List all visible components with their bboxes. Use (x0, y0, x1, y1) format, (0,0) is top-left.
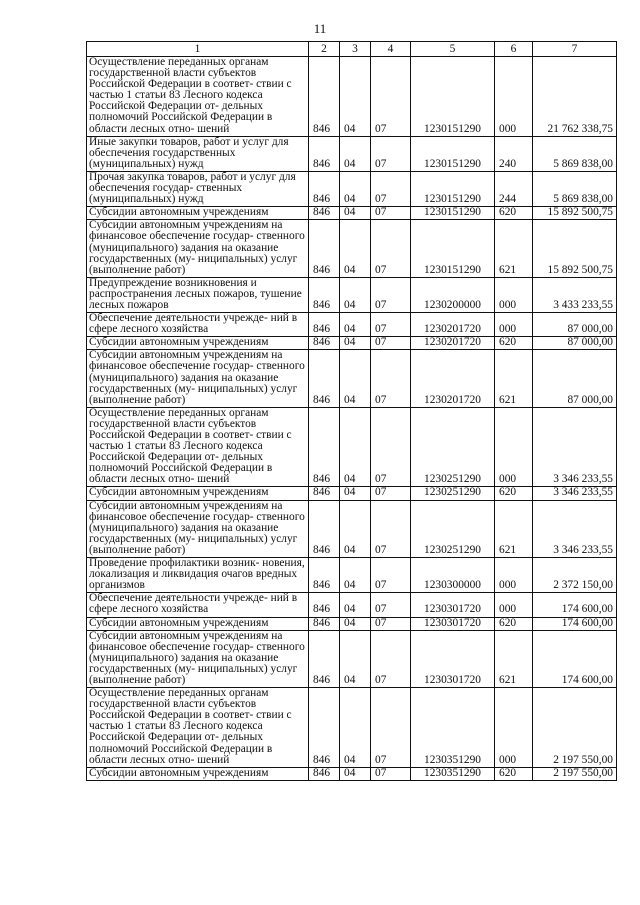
row-code-3: 04 (340, 220, 371, 277)
row-code-4: 07 (371, 337, 411, 350)
row-code-3: 04 (340, 767, 371, 780)
row-code-2: 846 (309, 171, 340, 206)
table-row (87, 220, 617, 277)
row-code-2: 846 (309, 558, 340, 593)
table-row (87, 313, 617, 337)
row-code-2: 846 (309, 630, 340, 687)
row-name: Субсидии автономным учреждениям на финансовое обеспечение государ- ственного (муниципального) задания на оказание государственных (му- ниципальных) услуг (выполнение работ) (87, 630, 309, 687)
row-code-5: 1230200000 (411, 277, 495, 312)
row-code-4: 07 (371, 407, 411, 487)
row-code-3: 04 (340, 171, 371, 206)
row-code-2: 846 (309, 500, 340, 557)
row-code-4: 07 (371, 500, 411, 557)
row-name: Обеспечение деятельности учрежде- ний в сфере лесного хозяйства (87, 593, 309, 617)
row-code-3: 04 (340, 688, 371, 768)
row-amount: 5 869 838,00 (533, 171, 617, 206)
table-row (87, 277, 617, 312)
table-row (87, 407, 617, 487)
row-code-5: 1230201720 (411, 350, 495, 407)
row-code-2: 846 (309, 688, 340, 768)
table-row (87, 57, 617, 137)
row-code-2: 846 (309, 136, 340, 171)
row-code-2: 846 (309, 487, 340, 500)
column-number-row (87, 42, 617, 57)
row-code-4: 07 (371, 220, 411, 277)
row-code-6: 000 (495, 57, 533, 137)
table-row (87, 207, 617, 220)
row-code-4: 07 (371, 277, 411, 312)
row-code-3: 04 (340, 277, 371, 312)
row-name: Субсидии автономным учреждениям на финансовое обеспечение государ- ственного (муниципального) задания на оказание государственных (му- ниципальных) услуг (выполнение работ) (87, 220, 309, 277)
row-name: Субсидии автономным учреждениям на финансовое обеспечение государ- ственного (муниципального) задания на оказание государственных (му- ниципальных) услуг (выполнение работ) (87, 500, 309, 557)
row-amount: 21 762 338,75 (533, 57, 617, 137)
row-code-6: 620 (495, 487, 533, 500)
row-name: Проведение профилактики возник- новения, локализация и ликвидация очагов вредных организмов (87, 558, 309, 593)
row-code-5: 1230201720 (411, 337, 495, 350)
row-amount: 174 600,00 (533, 630, 617, 687)
row-amount: 15 892 500,75 (533, 207, 617, 220)
table-row (87, 558, 617, 593)
row-amount: 87 000,00 (533, 313, 617, 337)
row-code-2: 846 (309, 277, 340, 312)
row-code-5: 1230301720 (411, 630, 495, 687)
row-amount: 174 600,00 (533, 593, 617, 617)
row-code-6: 620 (495, 767, 533, 780)
row-amount: 3 346 233,55 (533, 500, 617, 557)
row-code-4: 07 (371, 688, 411, 768)
row-code-3: 04 (340, 617, 371, 630)
row-code-5: 1230300000 (411, 558, 495, 593)
row-amount: 3 346 233,55 (533, 407, 617, 487)
table-row (87, 593, 617, 617)
table-row (87, 688, 617, 768)
row-code-4: 07 (371, 617, 411, 630)
row-code-3: 04 (340, 57, 371, 137)
row-code-2: 846 (309, 593, 340, 617)
row-code-2: 846 (309, 313, 340, 337)
row-code-5: 1230301720 (411, 593, 495, 617)
row-code-2: 846 (309, 350, 340, 407)
row-code-4: 07 (371, 136, 411, 171)
column-number: 1 (87, 42, 309, 57)
row-code-6: 000 (495, 277, 533, 312)
row-code-5: 1230301720 (411, 617, 495, 630)
column-number: 6 (495, 42, 533, 57)
row-name: Иные закупки товаров, работ и услуг для обеспечения государственных (муниципальных) нужд (87, 136, 309, 171)
row-amount: 87 000,00 (533, 337, 617, 350)
row-amount: 174 600,00 (533, 617, 617, 630)
row-code-4: 07 (371, 767, 411, 780)
row-code-5: 1230351290 (411, 688, 495, 768)
column-number: 2 (309, 42, 340, 57)
row-name: Субсидии автономным учреждениям (87, 337, 309, 350)
page-number: 11 (313, 21, 327, 36)
row-code-6: 000 (495, 313, 533, 337)
row-code-3: 04 (340, 313, 371, 337)
row-code-6: 240 (495, 136, 533, 171)
row-amount: 2 372 150,00 (533, 558, 617, 593)
row-code-3: 04 (340, 136, 371, 171)
row-code-4: 07 (371, 593, 411, 617)
row-code-5: 1230151290 (411, 220, 495, 277)
row-code-4: 07 (371, 487, 411, 500)
row-code-4: 07 (371, 171, 411, 206)
row-amount: 5 869 838,00 (533, 136, 617, 171)
row-code-6: 621 (495, 500, 533, 557)
row-code-3: 04 (340, 407, 371, 487)
row-code-5: 1230251290 (411, 487, 495, 500)
row-code-4: 07 (371, 57, 411, 137)
row-amount: 3 433 233,55 (533, 277, 617, 312)
row-code-5: 1230151290 (411, 207, 495, 220)
row-name: Осуществление переданных органам государственной власти субъектов Российской Федерации в соответ- ствии с частью 1 статьи 83 Лесного кодекса Российской Федерации от- дельных полномочий Российской Федерации в области лесных отно- шений (87, 688, 309, 768)
row-name: Субсидии автономным учреждениям (87, 617, 309, 630)
row-name: Субсидии автономным учреждениям (87, 207, 309, 220)
row-amount: 3 346 233,55 (533, 487, 617, 500)
row-code-5: 1230151290 (411, 171, 495, 206)
row-code-2: 846 (309, 207, 340, 220)
row-code-4: 07 (371, 630, 411, 687)
row-amount: 15 892 500,75 (533, 220, 617, 277)
row-code-5: 1230351290 (411, 767, 495, 780)
row-name: Осуществление переданных органам государственной власти субъектов Российской Федерации в соответ- ствии с частью 1 статьи 83 Лесного кодекса Российской Федерации от- дельных полномочий Российской Федерации в области лесных отно- шений (87, 407, 309, 487)
row-code-2: 846 (309, 57, 340, 137)
table-row (87, 630, 617, 687)
row-code-6: 621 (495, 630, 533, 687)
row-amount: 87 000,00 (533, 350, 617, 407)
row-code-3: 04 (340, 593, 371, 617)
row-code-5: 1230201720 (411, 313, 495, 337)
row-amount: 2 197 550,00 (533, 688, 617, 768)
row-name: Прочая закупка товаров, работ и услуг для обеспечения государ- ственных (муниципальных) нужд (87, 171, 309, 206)
row-code-4: 07 (371, 558, 411, 593)
row-code-2: 846 (309, 767, 340, 780)
row-name: Предупреждение возникновения и распространения лесных пожаров, тушение лесных пожаров (87, 277, 309, 312)
row-code-3: 04 (340, 487, 371, 500)
table-body (87, 57, 617, 781)
row-code-2: 846 (309, 337, 340, 350)
table-row (87, 337, 617, 350)
row-code-6: 621 (495, 350, 533, 407)
table-row (87, 500, 617, 557)
table-row (87, 136, 617, 171)
table-row (87, 487, 617, 500)
row-code-5: 1230251290 (411, 500, 495, 557)
row-code-3: 04 (340, 337, 371, 350)
row-code-6: 620 (495, 617, 533, 630)
row-name: Субсидии автономным учреждениям на финансовое обеспечение государ- ственного (муниципального) задания на оказание государственных (му- ниципальных) услуг (выполнение работ) (87, 350, 309, 407)
row-name: Субсидии автономным учреждениям (87, 487, 309, 500)
row-name: Осуществление переданных органам государственной власти субъектов Российской Федерации в соответ- ствии с частью 1 статьи 83 Лесного кодекса Российской Федерации от- дельных полномочий Российской Федерации в области лесных отно- шений (87, 57, 309, 137)
row-name: Обеспечение деятельности учрежде- ний в сфере лесного хозяйства (87, 313, 309, 337)
row-code-3: 04 (340, 558, 371, 593)
table-row (87, 171, 617, 206)
column-number: 3 (340, 42, 371, 57)
row-code-5: 1230251290 (411, 407, 495, 487)
table-row (87, 767, 617, 780)
row-code-3: 04 (340, 500, 371, 557)
row-code-4: 07 (371, 207, 411, 220)
row-name: Субсидии автономным учреждениям (87, 767, 309, 780)
row-code-6: 000 (495, 558, 533, 593)
row-code-3: 04 (340, 207, 371, 220)
row-code-4: 07 (371, 313, 411, 337)
budget-table (86, 41, 617, 781)
table-row (87, 350, 617, 407)
row-code-2: 846 (309, 220, 340, 277)
row-code-5: 1230151290 (411, 136, 495, 171)
row-code-6: 620 (495, 337, 533, 350)
row-code-5: 1230151290 (411, 57, 495, 137)
column-number: 7 (533, 42, 617, 57)
column-number: 5 (411, 42, 495, 57)
table-row (87, 617, 617, 630)
row-amount: 2 197 550,00 (533, 767, 617, 780)
row-code-2: 846 (309, 617, 340, 630)
row-code-6: 000 (495, 593, 533, 617)
row-code-6: 000 (495, 688, 533, 768)
row-code-2: 846 (309, 407, 340, 487)
row-code-3: 04 (340, 630, 371, 687)
row-code-6: 244 (495, 171, 533, 206)
row-code-6: 620 (495, 207, 533, 220)
row-code-6: 621 (495, 220, 533, 277)
row-code-3: 04 (340, 350, 371, 407)
column-number: 4 (371, 42, 411, 57)
row-code-4: 07 (371, 350, 411, 407)
row-code-6: 000 (495, 407, 533, 487)
